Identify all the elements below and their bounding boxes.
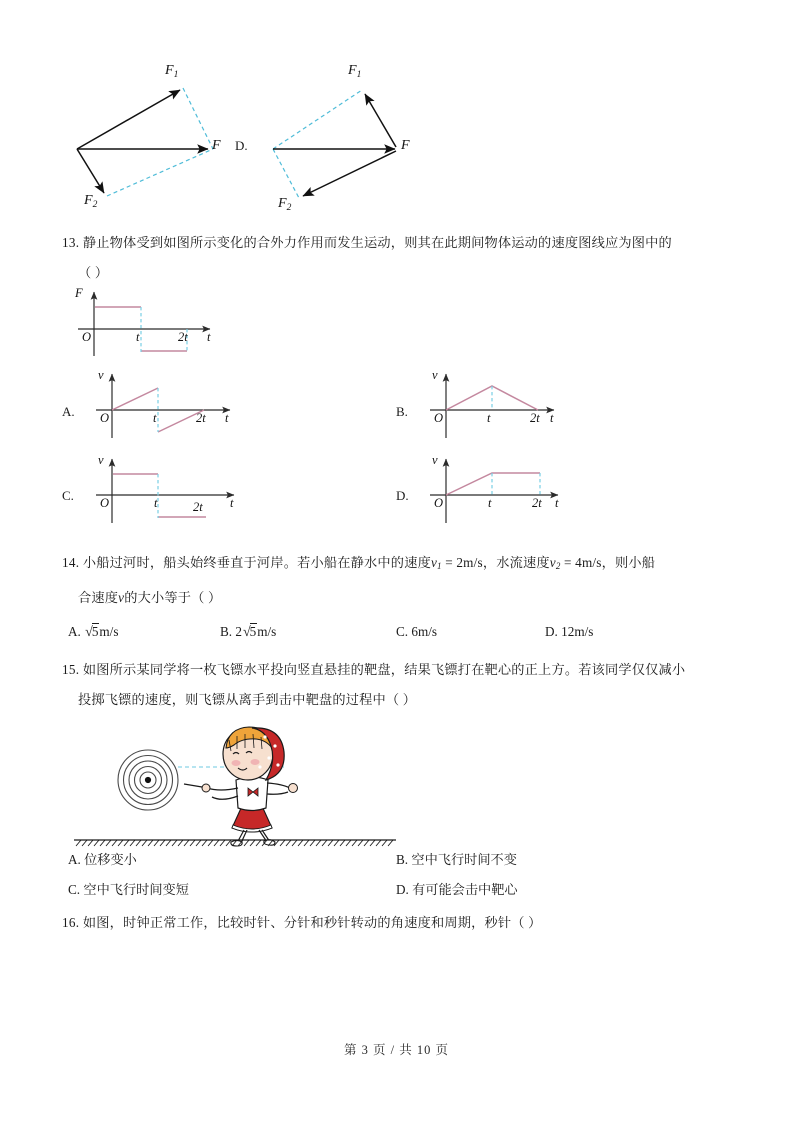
q15-option-d[interactable] <box>396 879 518 901</box>
q14-option-b[interactable] <box>220 621 276 644</box>
q13-d-y-label: v <box>432 453 438 467</box>
question-14-text-part2: ，水流速度 <box>482 555 550 570</box>
q15-option-b-letter: B. <box>396 852 409 867</box>
q13-option-d-graph[interactable] <box>422 455 582 527</box>
q14-option-d-value: 12m/s <box>561 624 594 639</box>
force-graph-tick1-label: t <box>136 330 140 344</box>
q14-symbol-v1-sub: 1 <box>437 561 442 571</box>
q14-option-d-letter: D. <box>545 624 558 639</box>
q14-option-d[interactable] <box>545 621 593 643</box>
dartboard-icon <box>118 750 178 810</box>
option-d-letter[interactable]: D. <box>235 138 248 153</box>
q15-option-c-text: 空中飞行时间变短 <box>83 882 189 897</box>
q15-option-d-text: 有可能会击中靶心 <box>412 882 518 897</box>
force-graph-x-label: t <box>207 330 211 344</box>
vector-diagram-option-d <box>255 50 455 225</box>
question-14-number: 14. <box>62 555 80 570</box>
q14-symbol-v: v <box>118 590 125 605</box>
question-14-text-part1: 小船过河时，船头始终垂直于河岸。若小船在静水中的速度 <box>82 555 431 570</box>
q13-option-a-svg <box>88 370 248 442</box>
q14-symbol-v2: v <box>549 555 556 570</box>
q15-option-c-letter: C. <box>68 882 81 897</box>
q13-option-c-svg <box>88 455 248 527</box>
question-16-line1 <box>62 908 542 938</box>
force-graph-tick2-label: 2t <box>178 330 188 344</box>
q13-d-origin-label: O <box>434 496 444 510</box>
q15-option-c[interactable] <box>68 879 189 901</box>
question-13-line2: （ ） <box>78 265 109 280</box>
force-graph-y-label: F <box>75 286 83 300</box>
vector-label-f2: $F_2$ <box>84 193 98 210</box>
q13-c-x-label: t <box>230 496 234 510</box>
question-16-number: 16. <box>62 915 80 930</box>
q14-option-a[interactable] <box>68 621 118 644</box>
q15-option-a-letter: A. <box>68 852 81 867</box>
page-number-footer: 第 3 页 / 共 10 页 <box>344 1043 449 1057</box>
q13-a-x-label: t <box>225 411 229 425</box>
q13-d-tick2-label: 2t <box>532 496 542 510</box>
q14-option-a-letter: A. <box>68 624 81 639</box>
q13-option-c-letter[interactable]: C. <box>62 488 74 503</box>
question-15-number: 15. <box>62 662 80 677</box>
q15-option-b-text: 空中飞行时间不变 <box>411 852 517 867</box>
q15-option-a[interactable] <box>68 849 137 871</box>
q13-b-x-label: t <box>550 411 554 425</box>
q14-option-b-prefix: 2 <box>235 624 242 639</box>
q13-option-a-graph[interactable] <box>88 370 248 442</box>
force-time-graph-svg <box>70 288 230 360</box>
q13-c-origin-label: O <box>100 496 110 510</box>
q13-c-tick2-label: 2t <box>193 500 203 514</box>
question-14-line2-part1: 合速度 <box>78 590 119 605</box>
q13-a-tick1-label: t <box>153 411 157 425</box>
q13-option-b-graph[interactable] <box>422 370 582 442</box>
vector-label-f1: $F_1$ <box>348 63 362 80</box>
question-14-line2 <box>78 583 221 613</box>
question-15-text-line1: 如图所示某同学将一枚飞镖水平投向竖直悬挂的靶盘，结果飞镖打在靶心的正上方。若该同学仅仅减小 <box>82 662 686 677</box>
question-13-text: 静止物体受到如图所示变化的合外力作用而发生运动，则其在此期间物体运动的速度图线应为图中的 <box>82 235 672 250</box>
question-14-line1 <box>62 548 655 581</box>
q13-option-d-svg <box>422 455 582 527</box>
q14-option-a-value: √5m/s <box>85 624 119 640</box>
q13-d-tick1-label: t <box>488 496 492 510</box>
q13-b-y-label: v <box>432 368 438 382</box>
q14-option-b-letter: B. <box>220 624 233 639</box>
question-16-text: 如图，时钟正常工作，比较时针、分针和秒针转动的角速度和周期，秒针（ ） <box>82 915 542 930</box>
q15-option-d-letter: D. <box>396 882 409 897</box>
q14-option-b-value: √5m/s <box>242 624 277 640</box>
q13-option-a-letter[interactable]: A. <box>62 404 75 419</box>
q13-b-origin-label: O <box>434 411 444 425</box>
q14-option-c-value: 6m/s <box>411 624 438 639</box>
q13-b-tick2-label: 2t <box>530 411 540 425</box>
q13-a-tick2-label: 2t <box>196 411 206 425</box>
vector-label-f: F <box>212 138 221 153</box>
q14-option-c-letter: C. <box>396 624 409 639</box>
vector-diagram-option-c <box>60 50 260 225</box>
dart-throw-illustration <box>66 718 406 850</box>
q13-d-x-label: t <box>555 496 559 510</box>
q15-option-a-text: 位移变小 <box>84 852 137 867</box>
q14-option-c[interactable] <box>396 621 437 643</box>
question-15-line2: 投掷飞镖的速度，则飞镖从离手到击中靶盘的过程中（ ） <box>78 692 417 707</box>
q13-option-c-graph[interactable] <box>88 455 248 527</box>
force-graph-origin-label: O <box>82 330 92 344</box>
question-15-line1 <box>62 655 685 685</box>
q13-a-y-label: v <box>98 368 104 382</box>
q13-c-tick1-label: t <box>154 496 158 510</box>
q13-a-origin-label: O <box>100 411 110 425</box>
q15-option-b[interactable] <box>396 849 517 871</box>
q13-option-d-letter[interactable]: D. <box>396 488 409 503</box>
q13-option-b-letter[interactable]: B. <box>396 404 408 419</box>
question-13-number: 13. <box>62 235 80 250</box>
q14-symbol-v1: v <box>430 555 438 570</box>
question-13-line1 <box>62 228 672 258</box>
question-14-text-part3: ，则小船 <box>601 555 656 570</box>
force-time-graph <box>70 288 230 360</box>
q13-b-tick1-label: t <box>487 411 491 425</box>
q13-option-b-svg <box>422 370 582 442</box>
vector-label-f1: $F_1$ <box>165 63 179 80</box>
question-14-line2-part2: 的大小等于（ ） <box>124 590 222 605</box>
q14-eq1: = 2m/s <box>441 555 483 570</box>
q14-eq2: = 4m/s <box>560 555 602 570</box>
vector-label-f2: $F_2$ <box>278 196 292 213</box>
q13-c-y-label: v <box>98 453 104 467</box>
vector-label-f: F <box>401 138 410 153</box>
dart-throw-illustration-svg <box>66 718 406 850</box>
q14-symbol-v2-sub: 2 <box>555 561 561 571</box>
girl-figure <box>184 727 298 846</box>
